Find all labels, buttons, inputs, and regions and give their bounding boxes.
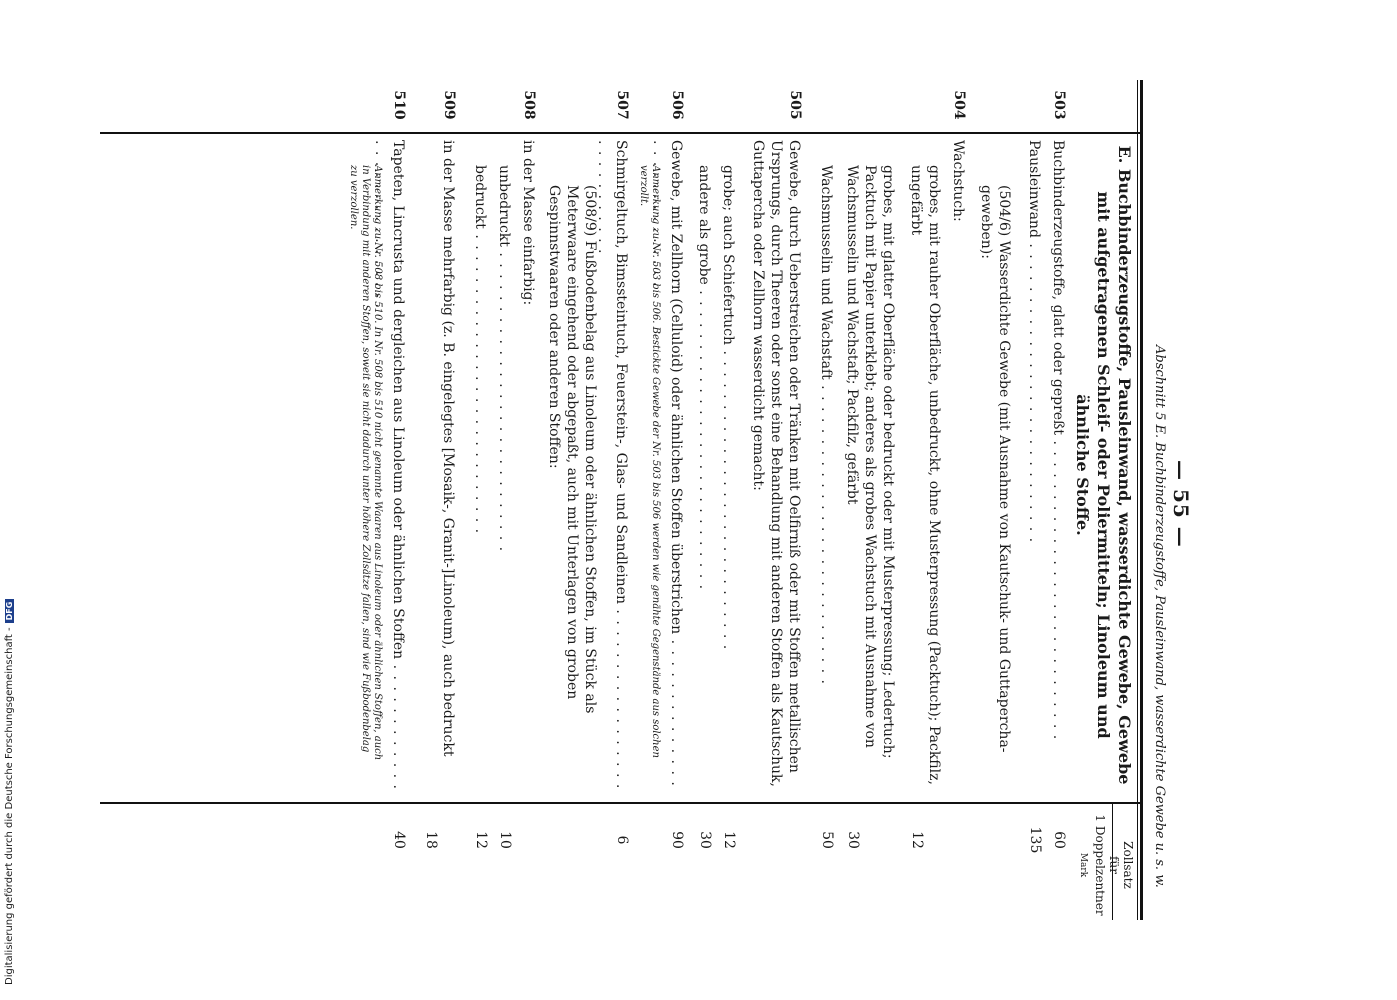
item-text: (508/9) Fußbodenbelag aus Linoleum oder ähnlichen Stoffen, im Stück als Meterwaare eingehend oder abgepaßt, auch mit Unterlagen von groben Gespinnstwaaren oder anderen Stoffen:	[546, 185, 598, 714]
item-text: Wachsmusselin und Wachstaft . . .	[817, 165, 835, 795]
number-column-rule	[100, 132, 1140, 134]
item-text: (504/6) Wasserdichte Gewebe (mit Ausnahme von Kautschuk- und Guttapercha-geweben):	[978, 185, 1012, 753]
item-duty: 30	[697, 831, 713, 849]
item-duty: 18	[423, 831, 439, 849]
digitization-footer	[4, 599, 15, 985]
item-number: 510	[391, 90, 407, 120]
item-text: Schmirgeltuch, Bimssteintuch, Feuerstein-, Glas- und Sandleinen . . .	[594, 140, 630, 795]
item-number: 504	[951, 90, 967, 120]
rotated-page	[95, 80, 1195, 920]
heading-line1: E. Buchbinderzeugstoffe, Pausleinwand, wasserdichte Gewebe, Gewebe	[1115, 145, 1134, 785]
duty-header-unit: Mark	[1078, 852, 1088, 878]
section-heading	[1072, 140, 1135, 790]
item-text: Wachstuch:	[950, 140, 966, 222]
item-text: grobes, mit glatter Oberfläche oder bedruckt oder mit Musterpressung; Ledertuch; Packtuch mit Papier unterklebt; anderes als grobes Wachstuch mit Ausnahme von Wachsmusselin und Wachstaft; Packfilz, gefärbt	[844, 165, 896, 759]
section-title: Abschnitt 5 E. Buchbinderzeugstoffe, Pausleinwand, wasserdichte Gewebe u. s. w.	[1152, 345, 1167, 888]
item-duty: 12	[473, 831, 489, 849]
item-duty: 90	[669, 831, 685, 849]
item-number: 509	[441, 90, 457, 120]
item-duty: 10	[497, 831, 513, 849]
item-number: 506	[669, 90, 685, 120]
item-text: in der Masse mehrfarbig (z. B. eingelegtes [Mosaik-, Granit-]Linoleum), auch bedruckt	[440, 140, 456, 757]
item-text: bedruckt . . .	[471, 165, 489, 795]
item-text: Tapeten, Lincrusta und dergleichen aus Linoleum oder ähnlichen Stoffen . . .	[371, 140, 407, 795]
item-text: Gewebe, durch Ueberstreichen oder Tränken mit Oelfirniß oder mit Stoffen metallischen Ursprungs, durch Theeren oder sonst eine Behandlung mit anderen Stoffen als Kautschuk, Guttapercha oder Zellhorn wasserdicht gemacht:	[750, 140, 802, 787]
item-number: 503	[1051, 90, 1067, 120]
heading-line3: ähnliche Stoffe.	[1073, 394, 1092, 536]
footer-text: Digitalisierung gefördert durch die Deutsche Forschungsgemeinschaft -	[4, 627, 15, 985]
item-text: Gewebe, mit Zellhorn (Celluloid) oder ähnlichen Stoffen überstrichen . . .	[649, 140, 685, 795]
item-duty: 60	[1051, 831, 1067, 849]
item-text: grobe; auch Schiefertuch . . .	[719, 165, 737, 795]
item-number: 507	[614, 90, 630, 120]
page-number: — 55 —	[1169, 460, 1193, 548]
item-duty: 6	[614, 835, 630, 845]
duty-column-header	[1076, 810, 1135, 920]
dfg-logo: DFG	[5, 599, 14, 624]
item-duty: 50	[819, 831, 835, 849]
item-text: Buchbinderzeugstoffe, glatt oder gepreßt . . .	[1049, 140, 1067, 795]
duty-header-line2: für	[1107, 856, 1121, 874]
item-text: Pausleinwand . . .	[1025, 140, 1043, 795]
item-duty: 30	[845, 831, 861, 849]
duty-column-rule	[100, 802, 1140, 804]
item-duty: 12	[909, 831, 925, 849]
item-duty: 12	[721, 831, 737, 849]
item-number: 508	[521, 90, 537, 120]
header-rule	[1140, 80, 1143, 920]
duty-header-line1: Zollsatz	[1121, 841, 1135, 889]
item-text: andere als grobe . . .	[695, 165, 713, 795]
duty-header-line3: 1 Doppelzentner	[1093, 814, 1107, 916]
annotation-note: Anmerkung zu Nr. 508 bis 510. In Nr. 508 bis 510 nicht genannte Waaren aus Linoleum oder ähnlichen Stoffen, auch in Verbindung mit anderen Stoffen, soweit sie nicht dadurch unter höhere Zollsätze fallen, sind wie Fußbodenbelag zu verzollen.	[348, 165, 383, 761]
item-duty: 40	[391, 831, 407, 849]
page-header	[1147, 80, 1195, 920]
item-number: 505	[787, 90, 803, 120]
annotation-note: Anmerkung zu Nr. 503 bis 506. Bestickte Gewebe der Nr. 503 bis 506 werden wie genähte Gegenstände aus solchen verzollt.	[638, 165, 661, 758]
item-duty: 135	[1027, 826, 1043, 854]
heading-line2: mit aufgetragenen Schleif- oder Poliermitteln; Linoleum und	[1094, 191, 1113, 739]
item-text: grobes, mit rauher Oberfläche, unbedruckt, ohne Musterpressung (Packtuch); Packfilz, ungefärbt	[908, 165, 942, 785]
item-text: unbedruckt . . .	[495, 165, 513, 795]
header-rule-thin	[1137, 80, 1138, 920]
item-text: in der Masse einfarbig:	[520, 140, 536, 306]
